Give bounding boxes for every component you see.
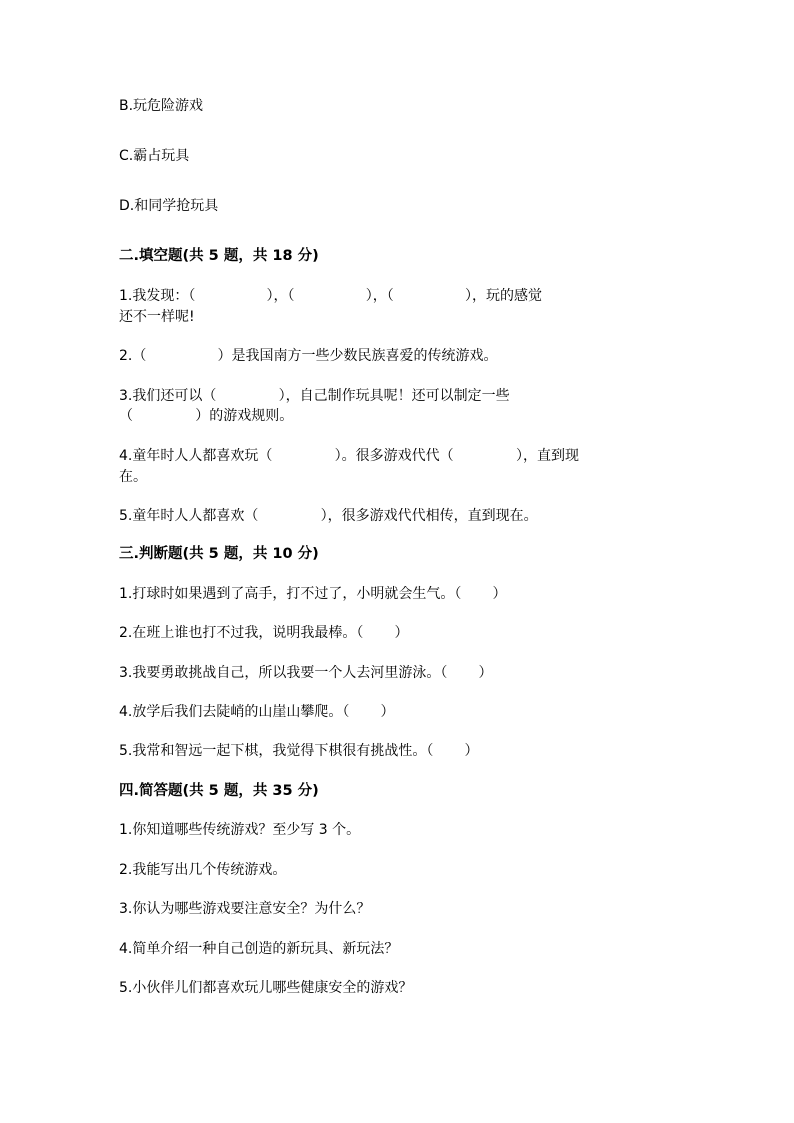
short-answer-question-2: 2.我能写出几个传统游戏。 bbox=[119, 862, 287, 878]
true-false-question-3: 3.我要勇敢挑战自己，所以我要一个人去河里游泳。（ ） bbox=[119, 665, 493, 681]
section-heading-fill-blank: 二.填空题(共 5 题，共 18 分) bbox=[119, 248, 319, 264]
fill-blank-question-3: 3.我们还可以（ ），自己制作玩具呢！还可以制定一些 bbox=[119, 388, 510, 404]
true-false-question-4: 4.放学后我们去陡峭的山崖山攀爬。（ ） bbox=[119, 704, 395, 720]
short-answer-question-4: 4.简单介绍一种自己创造的新玩具、新玩法？ bbox=[119, 941, 399, 957]
true-false-question-1: 1.打球时如果遇到了高手，打不过了，小明就会生气。（ ） bbox=[119, 586, 507, 602]
fill-blank-question-4-cont: 在。 bbox=[119, 469, 147, 485]
fill-blank-question-4: 4.童年时人人都喜欢玩（ ）。很多游戏代代（ ），直到现 bbox=[119, 448, 579, 464]
section-heading-true-false: 三.判断题(共 5 题，共 10 分) bbox=[119, 546, 319, 562]
true-false-question-2: 2.在班上谁也打不过我，说明我最棒。（ ） bbox=[119, 625, 409, 641]
option-b: B.玩危险游戏 bbox=[119, 98, 204, 114]
true-false-question-5: 5.我常和智远一起下棋，我觉得下棋很有挑战性。（ ） bbox=[119, 743, 479, 759]
option-d: D.和同学抢玩具 bbox=[119, 198, 219, 214]
fill-blank-question-1-cont: 还不一样呢! bbox=[119, 309, 195, 325]
fill-blank-question-5: 5.童年时人人都喜欢（ ），很多游戏代代相传，直到现在。 bbox=[119, 508, 538, 524]
fill-blank-question-3-cont: （ ）的游戏规则。 bbox=[119, 408, 294, 424]
short-answer-question-5: 5.小伙伴儿们都喜欢玩儿哪些健康安全的游戏？ bbox=[119, 980, 413, 996]
fill-blank-question-2: 2.（ ）是我国南方一些少数民族喜爱的传统游戏。 bbox=[119, 348, 498, 364]
short-answer-question-3: 3.你认为哪些游戏要注意安全？为什么？ bbox=[119, 901, 371, 917]
option-c: C.霸占玩具 bbox=[119, 148, 190, 164]
fill-blank-question-1: 1.我发现：（ ），（ ），（ ），玩的感觉 bbox=[119, 288, 542, 304]
section-heading-short-answer: 四.简答题(共 5 题，共 35 分) bbox=[119, 783, 319, 799]
short-answer-question-1: 1.你知道哪些传统游戏？至少写 3 个。 bbox=[119, 822, 361, 838]
